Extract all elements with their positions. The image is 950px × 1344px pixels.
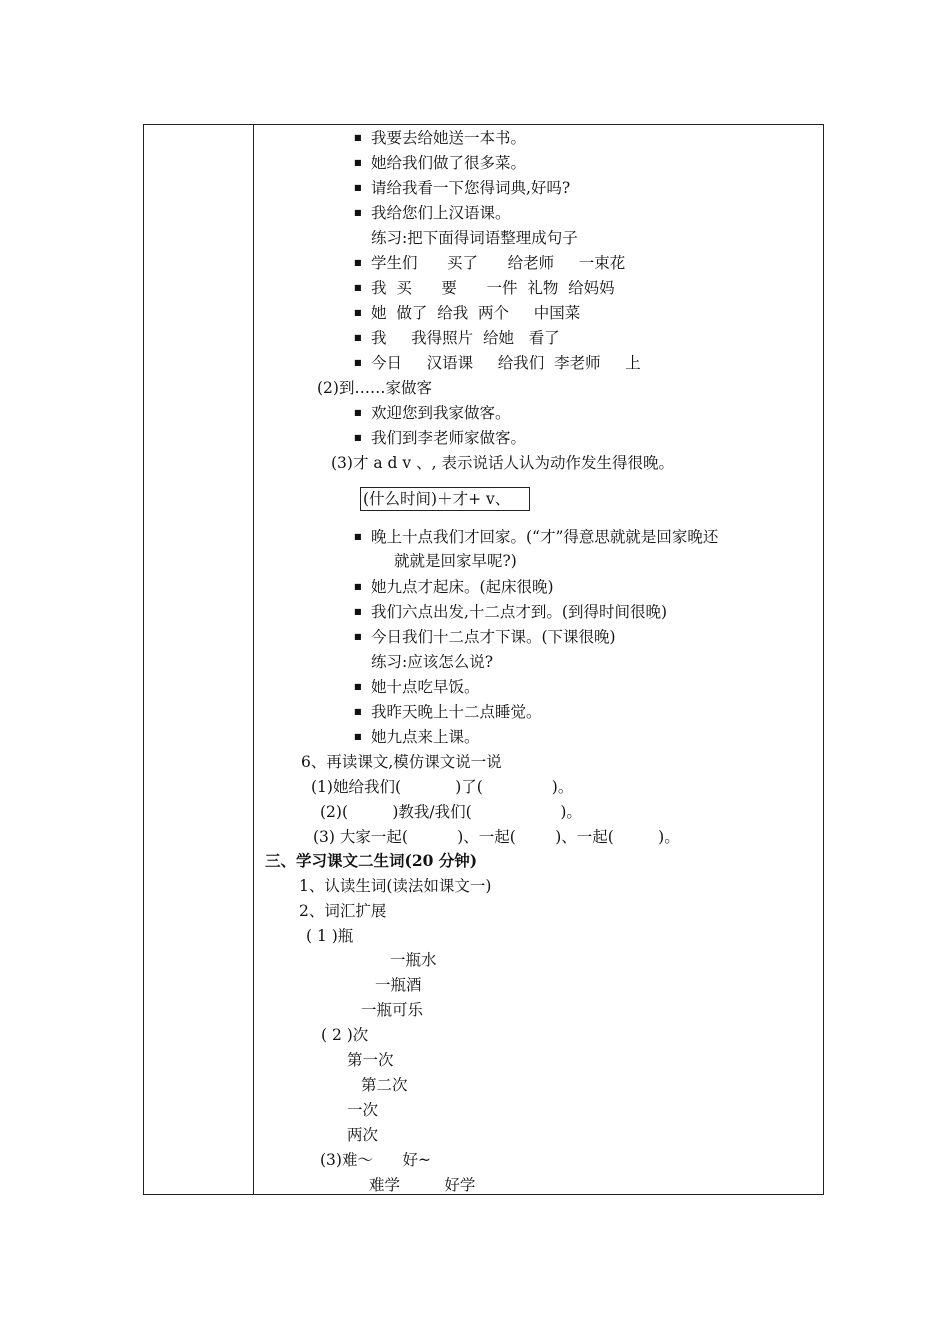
- bullet-line: ■ 今日我们十二点才下课。(下课很晚): [371, 627, 616, 647]
- bullet-line: ■ 我们六点出发,十二点才到。(到得时间很晚): [371, 602, 667, 622]
- formula-box: [360, 487, 530, 511]
- text-line: (3) 大家一起( )、一起( )、一起( )。: [313, 828, 680, 846]
- bullet-line: ■ 她 做了 给我 两个 中国菜: [371, 303, 580, 323]
- formula-text: (什么时间)＋才+ v、: [363, 490, 511, 508]
- bullet-line: ■ 学生们 买了 给老师 一束花: [371, 253, 625, 273]
- text-line: 一瓶酒: [375, 976, 422, 994]
- bullet-line: ■ 她九点来上课。: [371, 727, 480, 747]
- bullet-line: ■ 我 买 要 一件 礼物 给妈妈: [371, 278, 615, 298]
- text-line: ( 1 )瓶: [306, 927, 354, 945]
- text-line: 6、再读课文,模仿课文说一说: [301, 753, 502, 771]
- text-line: 2、词汇扩展: [299, 902, 387, 920]
- text-line: (1)她给我们( )了( )。: [311, 778, 574, 796]
- bullet-line: ■ 今日 汉语课 给我们 李老师 上: [371, 353, 641, 373]
- text-line: 练习:把下面得词语整理成句子: [371, 229, 578, 247]
- text-line: 三、学习课文二生词(20 分钟): [265, 851, 478, 870]
- column-divider: [253, 125, 254, 1194]
- bullet-line: ■ 我昨天晚上十二点睡觉。: [371, 702, 542, 722]
- text-line: (2)( )教我/我们( )。: [320, 803, 582, 821]
- text-line: 一瓶可乐: [361, 1001, 424, 1019]
- text-line: 第一次: [347, 1051, 394, 1069]
- bullet-line: ■ 我给您们上汉语课。: [371, 203, 511, 223]
- bullet-line: ■ 她十点吃早饭。: [371, 677, 480, 697]
- text-line: (3)难～ 好~: [320, 1151, 432, 1169]
- bullet-line: ■ 欢迎您到我家做客。: [371, 403, 511, 423]
- text-line: 一次: [347, 1101, 379, 1119]
- text-line: 难学 好学: [369, 1176, 476, 1194]
- bullet-line: ■ 她九点才起床。(起床很晚): [371, 577, 554, 597]
- bullet-line: ■ 我要去给她送一本书。: [371, 128, 526, 148]
- bullet-line: ■ 她给我们做了很多菜。: [371, 153, 526, 173]
- bullet-line: ■ 我 我得照片 给她 看了: [371, 328, 560, 348]
- text-line: 第二次: [361, 1076, 408, 1094]
- text-line: 1、认读生词(读法如课文一): [299, 877, 492, 895]
- text-line: 两次: [347, 1126, 379, 1144]
- text-line: 一瓶水: [390, 951, 437, 969]
- text-line: (2)到……家做客: [317, 379, 432, 397]
- bullet-line: ■ 晚上十点我们才回家。(“才”得意思就就是回家晚还: [371, 527, 718, 547]
- text-line: ( 2 )次: [321, 1026, 369, 1044]
- text-line: (3)才 a d v 、, 表示说话人认为动作发生得很晚。: [331, 454, 674, 472]
- text-line: 就就是回家早呢?): [394, 552, 517, 570]
- bullet-line: ■ 请给我看一下您得词典,好吗?: [371, 178, 570, 198]
- text-line: 练习:应该怎么说?: [371, 653, 494, 671]
- bullet-line: ■ 我们到李老师家做客。: [371, 428, 526, 448]
